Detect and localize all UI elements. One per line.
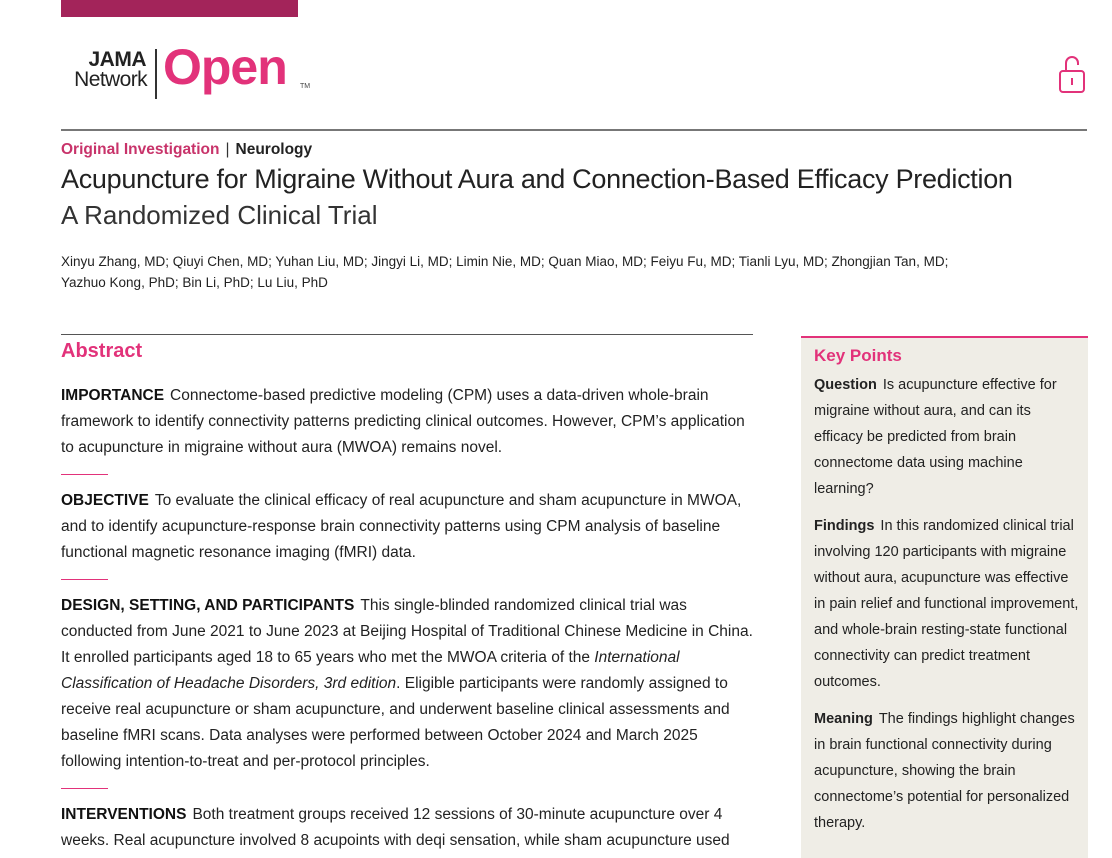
logo-open-text: Open — [163, 39, 287, 95]
key-point-question — [814, 372, 1082, 502]
abstract-interventions — [61, 802, 761, 854]
key-points-heading: Key Points — [814, 346, 902, 365]
key-point-label: Question — [814, 377, 877, 393]
key-points-body — [814, 372, 1082, 847]
key-point-findings — [814, 513, 1082, 695]
section-separator — [61, 474, 108, 475]
author-list — [61, 251, 961, 293]
key-point-text: In this randomized clinical trial involving 120 participants with migraine without aura, acupuncture was effective in pain relief and functional improvement, and whole-brain resting-state functional connectivity can predict treatment outcomes. — [814, 518, 1079, 690]
section-text: To evaluate the clinical efficacy of real acupuncture and sham acupuncture in MWOA, and to identify acupuncture-response brain connectivity patterns using CPM analysis of baseline functional magnetic resonance imaging (fMRI) data. — [61, 492, 742, 561]
key-point-text: The findings highlight changes in brain functional connectivity during acupuncture, showing the brain connectome’s potential for personalized therapy. — [814, 711, 1075, 831]
article-type-line — [61, 141, 312, 159]
abstract-objective — [61, 488, 761, 566]
section-label: OBJECTIVE — [61, 492, 149, 509]
logo-divider — [155, 49, 157, 99]
article-type-separator: | — [225, 141, 230, 158]
key-point-text: Is acupuncture effective for migraine without aura, and can its efficacy be predicted from brain connectome data using machine learning? — [814, 377, 1057, 497]
article-subtitle: A Randomized Clinical Trial — [61, 200, 378, 230]
section-text: This single-blinded randomized clinical trial was conducted from June 2021 to June 2023 at Beijing Hospital of Traditional Chinese Medicine in China. It enrolled participants aged 18 to 65 years who met the MWOA criteria of the — [61, 597, 753, 666]
abstract-importance — [61, 383, 761, 461]
abstract-divider — [61, 334, 753, 335]
key-point-label: Meaning — [814, 711, 873, 727]
abstract-design — [61, 593, 761, 775]
logo-trademark: TM — [300, 83, 311, 90]
abstract-heading: Abstract — [61, 340, 143, 362]
section-text-italic: International Classification of Headache Disorders, 3rd edition — [61, 649, 680, 692]
abstract-body — [61, 383, 761, 854]
section-text: Connectome-based predictive modeling (CPM) uses a data-driven whole-brain framework to identify connectivity patterns predicting clinical outcomes. However, CPM’s application to acupuncture in migraine without aura (MWOA) remains novel. — [61, 387, 745, 456]
section-label: DESIGN, SETTING, AND PARTICIPANTS — [61, 597, 355, 614]
logo-network-text: Network — [74, 68, 147, 91]
key-point-meaning — [814, 706, 1082, 836]
section-label: INTERVENTIONS — [61, 806, 187, 823]
logo-jama-text: JAMA — [88, 48, 146, 71]
header-color-bar — [61, 0, 298, 17]
section-text: Both treatment groups received 12 sessions of 30-minute acupuncture over 4 weeks. Real acupuncture involved 8 acupoints with deqi sensation, while sham acupuncture used — [61, 806, 730, 849]
header-divider — [61, 129, 1087, 131]
key-point-label: Findings — [814, 518, 875, 534]
open-access-lock-icon — [1058, 54, 1086, 94]
section-text: . Eligible participants were randomly assigned to receive real acupuncture or sham acupuncture, and underwent baseline clinical assessments and baseline fMRI scans. Data analyses were performed between October 2024 and March 2025 following intention-to-treat and per-protocol principles. — [61, 675, 730, 770]
author-list-line: Yazhuo Kong, PhD; Bin Li, PhD; Lu Liu, PhD — [61, 275, 328, 290]
section-separator — [61, 788, 108, 789]
article-category[interactable]: Neurology — [235, 141, 313, 158]
section-label: IMPORTANCE — [61, 387, 165, 404]
key-points-box — [801, 336, 1088, 858]
section-separator — [61, 579, 108, 580]
article-type[interactable]: Original Investigation — [61, 141, 220, 158]
article-title: Acupuncture for Migraine Without Aura and Connection-Based Efficacy Prediction — [61, 164, 1013, 194]
author-list-line: Xinyu Zhang, MD; Qiuyi Chen, MD; Yuhan Liu, MD; Jingyi Li, MD; Limin Nie, MD; Quan Miao, MD; Feiyu Fu, MD; Tianli Lyu, MD; Zhongjian Tan, MD; — [61, 254, 949, 269]
